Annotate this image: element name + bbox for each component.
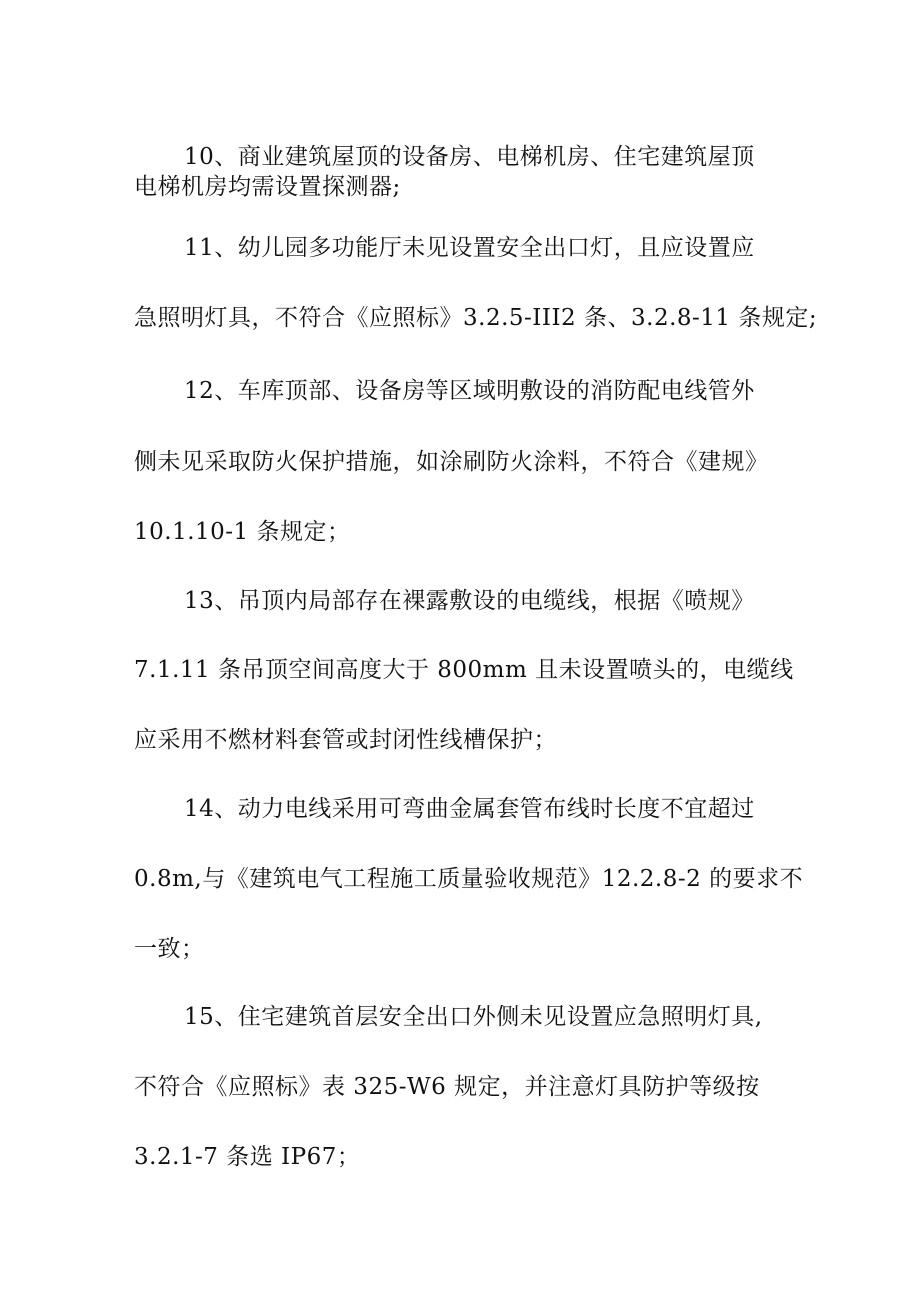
item-15-line-2: 不符合《应照标》表 325-W6 规定，并注意灯具防护等级按 bbox=[134, 1074, 760, 1100]
item-13-line-2: 7.1.11 条吊顶空间高度大于 800mm 且未设置喷头的，电缆线 bbox=[134, 657, 794, 683]
item-11-line-1: 11、幼儿园多功能厅未见设置安全出口灯，且应设置应 bbox=[184, 235, 755, 261]
item-12-line-3: 10.1.10-1 条规定； bbox=[134, 519, 351, 545]
item-11-line-2: 急照明灯具，不符合《应照标》3.2.5-III2 条、3.2.8-11 条规定; bbox=[134, 305, 818, 331]
item-13-line-1: 13、吊顶内局部存在裸露敷设的电缆线，根据《喷规》 bbox=[184, 588, 755, 614]
item-14-line-3: 一致； bbox=[134, 936, 205, 962]
item-14-line-1: 14、动力电线采用可弯曲金属套管布线时长度不宜超过 bbox=[184, 796, 755, 822]
item-10-line-1: 10、商业建筑屋顶的设备房、电梯机房、住宅建筑屋顶 bbox=[184, 144, 755, 170]
item-12-line-2: 侧未见采取防火保护措施，如涂刷防火涂料，不符合《建规》 bbox=[134, 449, 769, 475]
item-13-line-3: 应采用不燃材料套管或封闭性线槽保护； bbox=[134, 727, 557, 753]
item-12-line-1: 12、车库顶部、设备房等区域明敷设的消防配电线管外 bbox=[184, 378, 755, 404]
item-10-line-2: 电梯机房均需设置探测器; bbox=[134, 174, 401, 200]
item-14-line-2: 0.8m,与《建筑电气工程施工质量验收规范》12.2.8-2 的要求不 bbox=[134, 866, 804, 892]
item-15-line-3: 3.2.1-7 条选 IP67； bbox=[134, 1144, 361, 1170]
item-15-line-1: 15、住宅建筑首层安全出口外侧未见设置应急照明灯具, bbox=[184, 1004, 763, 1030]
